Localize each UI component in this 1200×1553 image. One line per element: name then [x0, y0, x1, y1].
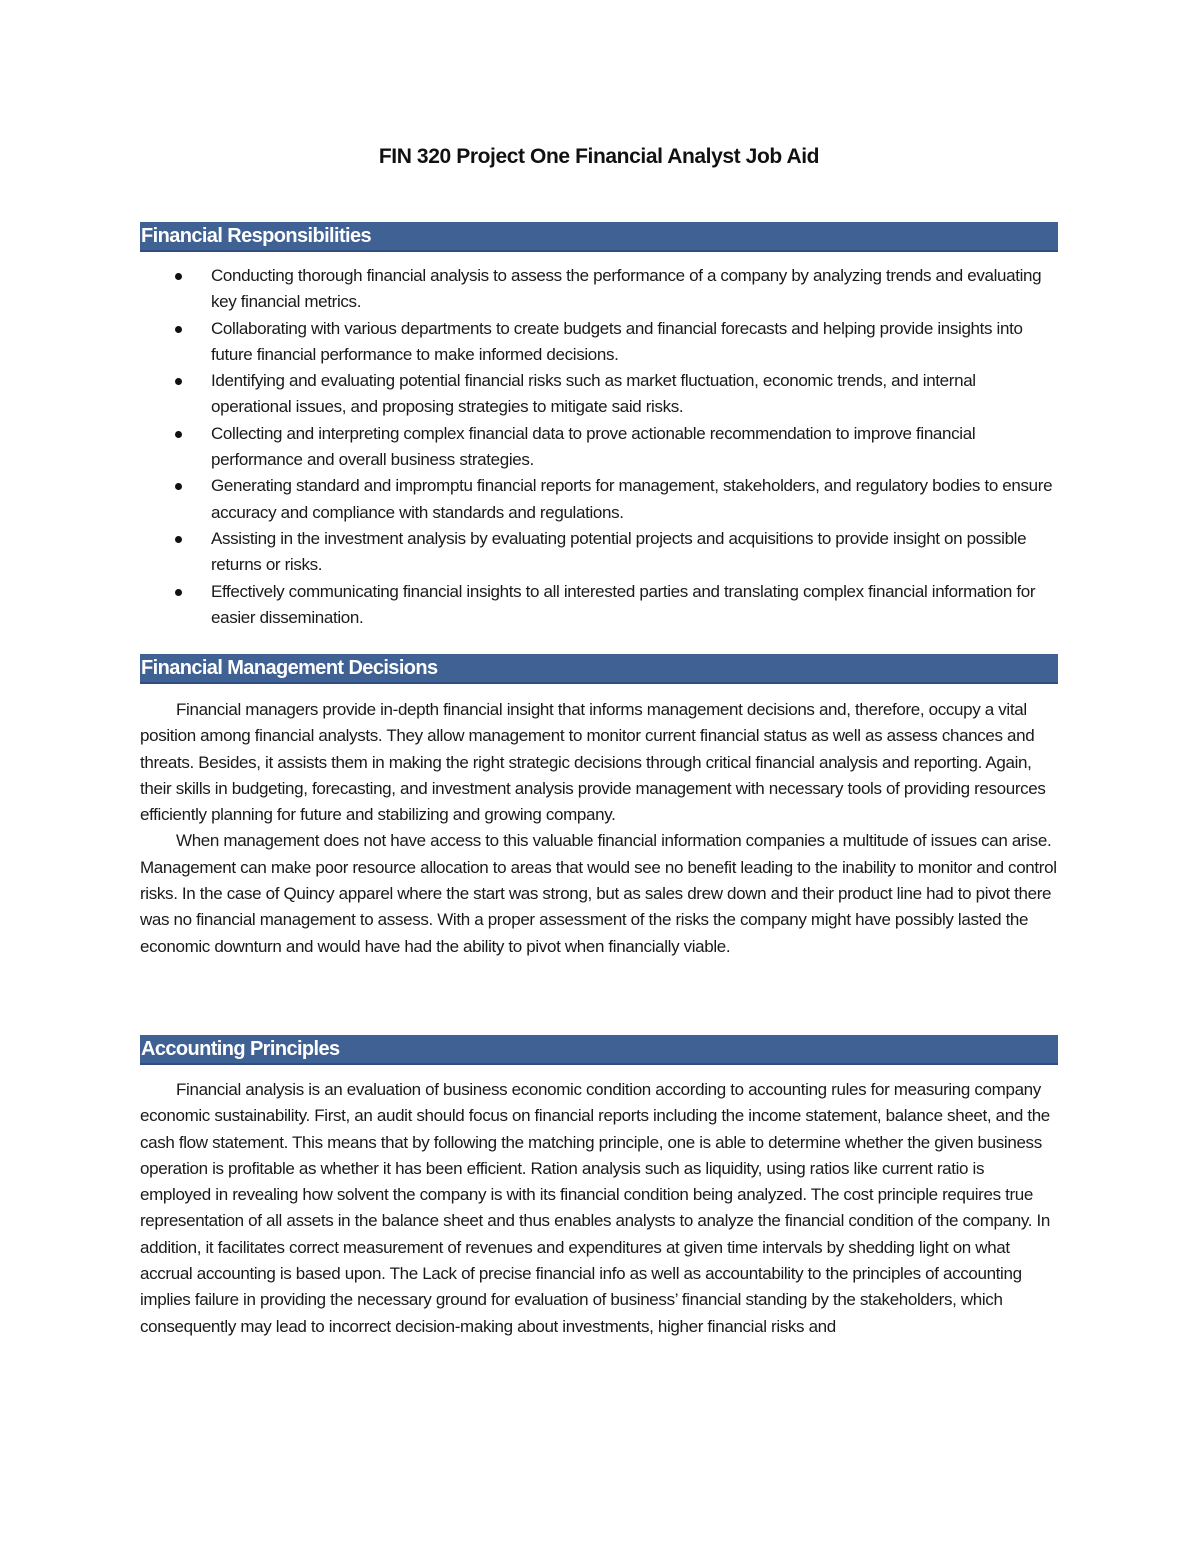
management-body	[140, 697, 1058, 960]
section-heading-responsibilities	[140, 222, 1058, 252]
list-item-text: Effectively communicating financial insights to all interested parties and translating complex financial information for easier dissemination.	[211, 581, 1036, 627]
responsibilities-list	[140, 263, 1058, 631]
list-item-text: Assisting in the investment analysis by evaluating potential projects and acquisitions to provide insight on possible returns or risks.	[211, 528, 1027, 575]
list-item	[140, 263, 1058, 316]
paragraph: Financial analysis is an evaluation of business economic condition according to accounting rules for measuring company economic sustainability. First, an audit should focus on financial reports including the income statement, balance sheet, and the cash flow statement. This means that by following the matching principle, one is able to determine whether the given business operation is profitable as whether it has been efficient. Ration analysis such as liquidity, using ratios like current ratio is employed in revealing how solvent the company is with its financial condition being analyzed. The cost principle requires true representation of all assets in the balance sheet and thus enables analysts to analyze the financial condition of the company. In addition, it facilitates correct measurement of revenues and expenditures at given time intervals by shedding light on what accrual accounting is based upon. The Lack of precise financial info as well as accountability to the principles of accounting implies failure in providing the necessary ground for evaluation of business’ financial standing by the stakeholders, which consequently may lead to incorrect decision-making about investments, higher financial risks and	[140, 1080, 1050, 1336]
list-item	[140, 579, 1058, 632]
list-item-text: Conducting thorough financial analysis to assess the performance of a company by analyzing trends and evaluating key financial metrics.	[211, 266, 1042, 312]
section-heading-text: Financial Responsibilities	[141, 225, 372, 247]
bullet-icon	[175, 483, 182, 490]
list-item-text: Generating standard and impromptu financial reports for management, stakeholders, and regulatory bodies to ensure accuracy and compliance with standards and regulations.	[211, 476, 1053, 522]
bullet-icon	[175, 589, 182, 596]
paragraph: Financial managers provide in-depth financial insight that informs management decisions and, therefore, occupy a vital position among financial analysts. They allow management to monitor current financial status as well as assess chances and threats. Besides, it assists them in making the right strategic decisions through critical financial analysis and reporting. Again, their skills in budgeting, forecasting, and investment analysis provide management with necessary tools of providing resources efficiently planning for future and stabilizing and growing company.	[140, 700, 1046, 825]
accounting-body	[140, 1077, 1058, 1340]
section-heading-management	[140, 654, 1058, 684]
section-heading-text: Financial Management Decisions	[141, 657, 438, 679]
list-item	[140, 316, 1058, 369]
bullet-icon	[175, 326, 182, 333]
list-item	[140, 368, 1058, 421]
document-title: FIN 320 Project One Financial Analyst Job Aid	[378, 145, 820, 168]
list-item	[140, 526, 1058, 579]
section-heading-accounting	[140, 1035, 1058, 1065]
bullet-icon	[175, 378, 182, 385]
bullet-icon	[175, 273, 182, 280]
bullet-icon	[175, 431, 182, 438]
list-item-text: Collecting and interpreting complex financial data to prove actionable recommendation to improve financial performance and overall business strategies.	[211, 423, 976, 470]
section-heading-text: Accounting Principles	[141, 1038, 340, 1060]
list-item	[140, 421, 1058, 474]
list-item-text: Identifying and evaluating potential financial risks such as market fluctuation, economic trends, and internal operational issues, and proposing strategies to mitigate said risks.	[211, 371, 976, 417]
list-item-text: Collaborating with various departments to create budgets and financial forecasts and helping provide insights into future financial performance to make informed decisions.	[211, 318, 1023, 364]
list-item	[140, 473, 1058, 526]
bullet-icon	[175, 536, 182, 543]
paragraph: When management does not have access to this valuable financial information companies a multitude of issues can arise. Management can make poor resource allocation to areas that would see no benefit leading to the inability to monitor and control risks. In the case of Quincy apparel where the start was strong, but as sales drew down and their product line had to pivot there was no financial management to assess. With a proper assessment of the risks the company might have possibly lasted the economic downturn and would have had the ability to pivot when financially viable.	[140, 831, 1057, 956]
